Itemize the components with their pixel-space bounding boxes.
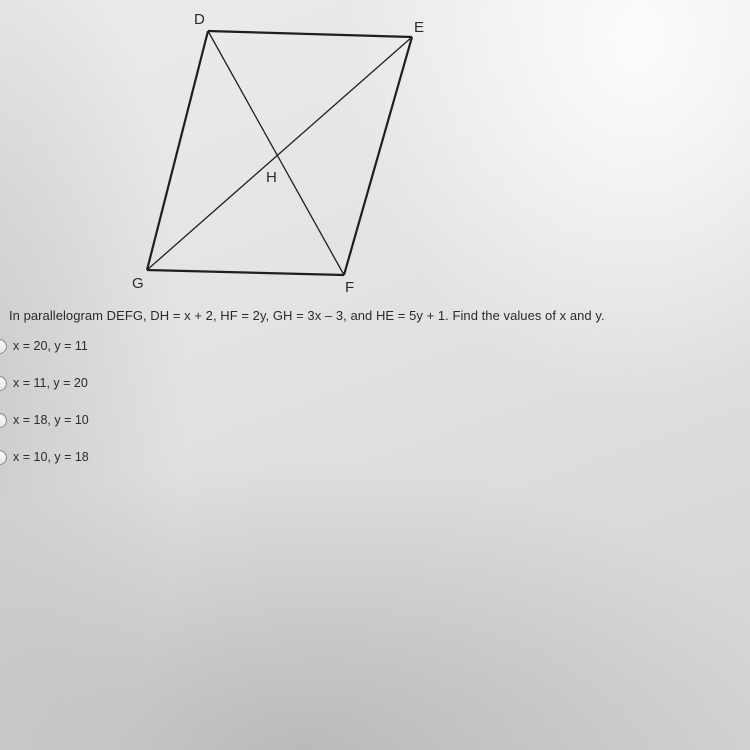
answer-options	[0, 336, 89, 484]
edge-gd	[147, 31, 208, 270]
edge-ef	[344, 37, 412, 275]
radio-button[interactable]	[0, 450, 7, 465]
answer-option-label: x = 20, y = 11	[13, 339, 88, 353]
vertex-label-d: D	[194, 11, 205, 28]
radio-button[interactable]	[0, 339, 7, 354]
radio-button[interactable]	[0, 376, 7, 391]
parallelogram-figure	[0, 0, 750, 300]
diagonal-df	[208, 31, 344, 275]
question-text: In parallelogram DEFG, DH = x + 2, HF = 2y, GH = 3x – 3, and HE = 5y + 1. Find the values of x and y.	[9, 308, 605, 323]
vertex-label-h: H	[266, 169, 277, 186]
answer-option-4[interactable]	[0, 447, 89, 467]
parallelogram-diagonals	[147, 31, 412, 275]
vertex-label-g: G	[132, 275, 144, 292]
answer-option-label: x = 10, y = 18	[13, 450, 89, 464]
answer-option-1[interactable]	[0, 336, 89, 356]
diagonal-ge	[147, 37, 412, 270]
vertex-label-f: F	[345, 279, 355, 296]
edge-fg	[147, 270, 344, 275]
edge-de	[208, 31, 412, 37]
answer-option-label: x = 18, y = 10	[13, 413, 89, 427]
answer-option-3[interactable]	[0, 410, 89, 430]
answer-option-label: x = 11, y = 20	[13, 376, 88, 390]
answer-option-2[interactable]	[0, 373, 89, 393]
vertex-label-e: E	[414, 19, 425, 36]
radio-button[interactable]	[0, 413, 7, 428]
